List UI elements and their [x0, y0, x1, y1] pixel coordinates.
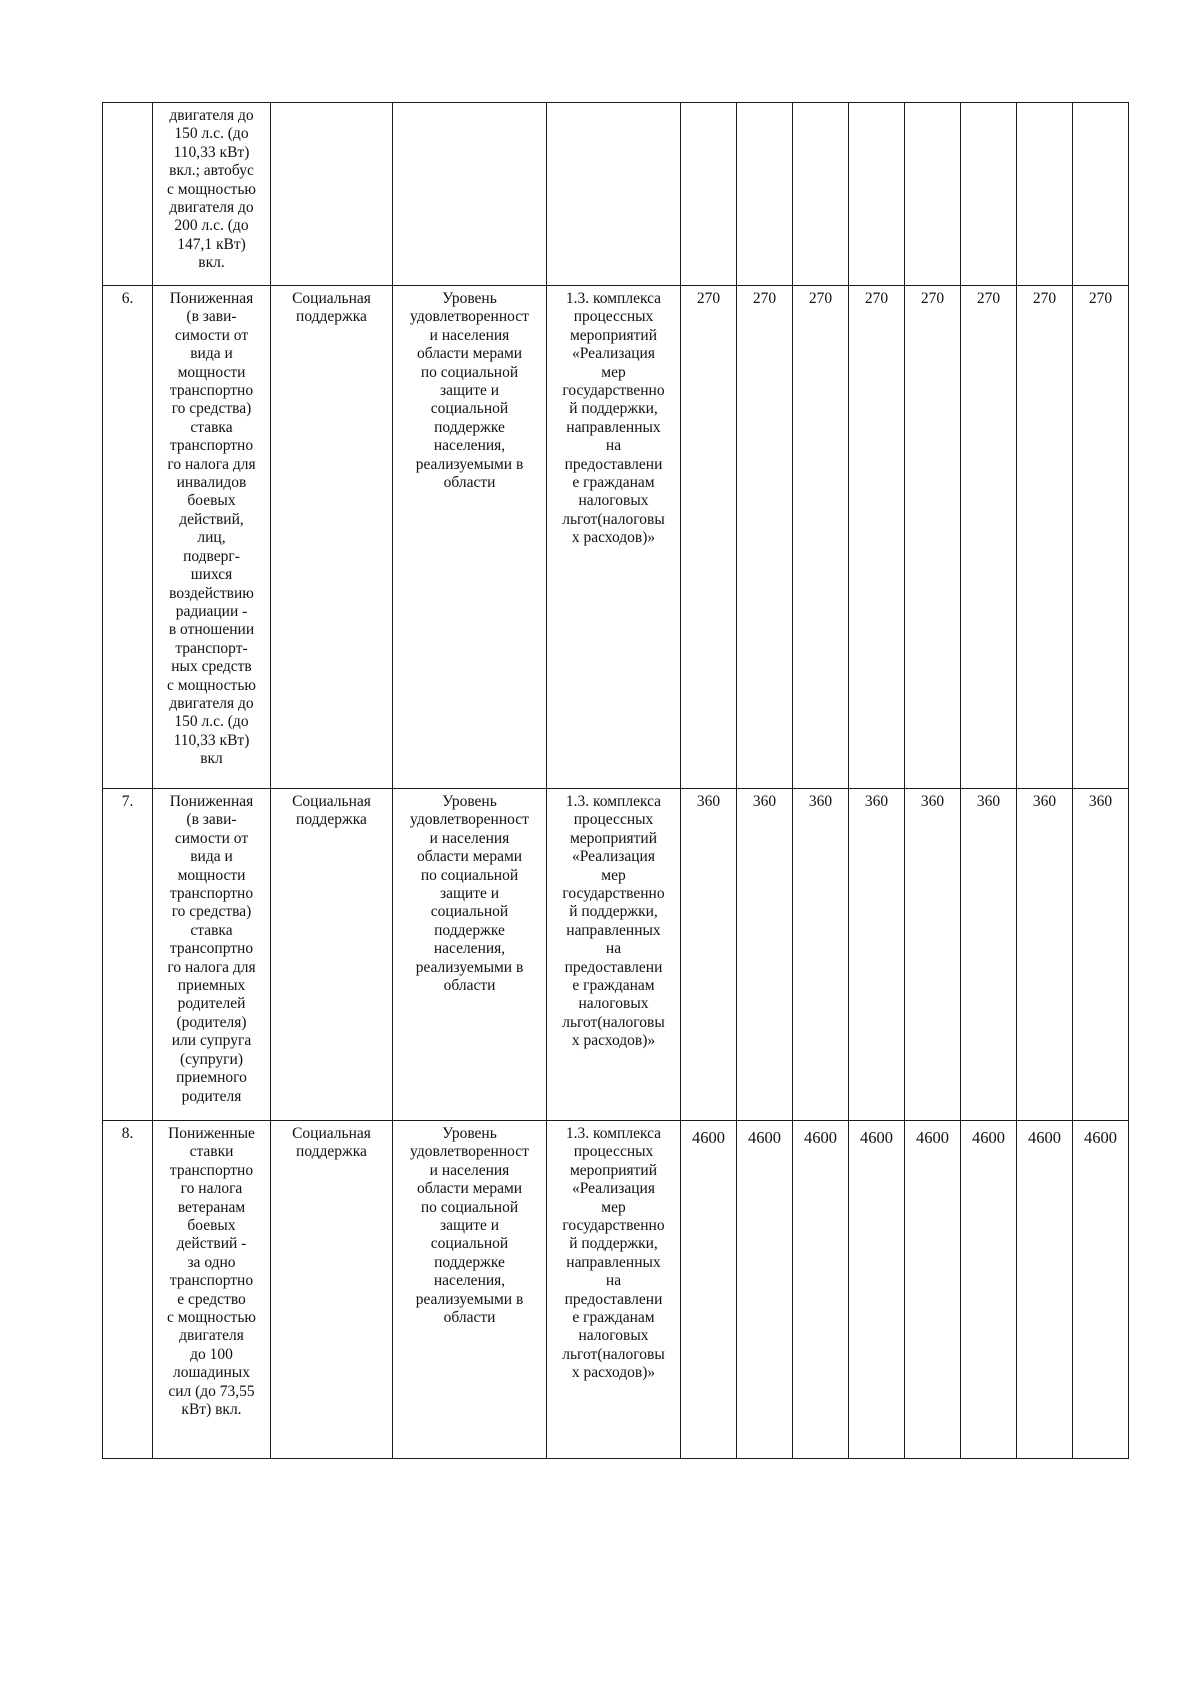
value-cell: [1017, 103, 1073, 286]
text-line: радиации -: [175, 602, 248, 620]
text-line: поддержке: [434, 418, 505, 436]
value-cell: 360: [961, 789, 1017, 1121]
program: [547, 789, 681, 1121]
text-line: с мощностью: [167, 1309, 256, 1327]
value-cell: 4600: [961, 1121, 1017, 1459]
text-line: налоговых: [578, 1327, 649, 1345]
text-line: 1.3. комплекса: [565, 793, 662, 810]
text-line: го средства): [171, 400, 252, 418]
text-line: с мощностью: [167, 180, 256, 198]
value-cell: 270: [793, 286, 849, 789]
text-line: по социальной: [420, 866, 519, 884]
text-line: ветеранам: [177, 1198, 246, 1216]
text-line: льгот(налоговы: [562, 1345, 665, 1363]
text-line: е средство: [177, 1290, 246, 1308]
text-line: 200 л.с. (до: [174, 217, 249, 235]
text-line: 110,33 кВт): [173, 143, 250, 161]
text-line: на: [605, 437, 622, 455]
text-line: 150 л.с. (до: [174, 713, 249, 731]
text-line: лиц,: [197, 529, 226, 547]
text-line: приемных: [177, 977, 246, 995]
text-line: в отношении: [168, 621, 255, 639]
text-line: населения,: [433, 940, 506, 958]
text-line: защите и: [439, 1217, 500, 1235]
text-line: льгот(налоговы: [562, 1013, 665, 1031]
value-cell: 360: [793, 789, 849, 1121]
text-line: реализуемыми в: [415, 455, 524, 473]
text-line: мер: [601, 866, 626, 884]
text-line: ных средств: [171, 658, 252, 676]
text-line: двигателя до: [169, 199, 254, 217]
text-line: боевых: [187, 492, 236, 510]
text-line: действий -: [176, 1235, 247, 1253]
text-line: й поддержки,: [569, 400, 658, 418]
value-cell: [849, 103, 905, 286]
value-cell: 360: [737, 789, 793, 1121]
text-line: симости от: [174, 829, 249, 847]
text-line: направленных: [566, 418, 661, 436]
text-line: государственно: [562, 382, 665, 400]
text-line: (в зави-: [186, 308, 237, 326]
text-line: области мерами: [416, 848, 523, 866]
text-line: и населения: [429, 1161, 510, 1179]
row-number: 8.: [103, 1121, 153, 1459]
benefit-name: [153, 286, 271, 789]
text-line: мероприятий: [569, 829, 658, 847]
text-line: (супруги): [180, 1050, 243, 1068]
text-line: шихся: [190, 566, 233, 584]
value-cell: 360: [905, 789, 961, 1121]
text-line: населения,: [433, 437, 506, 455]
text-line: действий,: [179, 510, 244, 528]
text-line: «Реализация: [571, 345, 655, 363]
value-cell: 270: [681, 286, 737, 789]
text-line: й поддержки,: [569, 1235, 658, 1253]
text-line: и населения: [429, 326, 510, 344]
text-line: го средства): [171, 903, 252, 921]
text-line: транспортно: [169, 1272, 254, 1290]
text-line: транспортно: [169, 885, 254, 903]
value-cell: 270: [737, 286, 793, 789]
value-cell: 4600: [681, 1121, 737, 1459]
text-line: вкл.; автобус: [169, 162, 254, 180]
row-number: [103, 103, 153, 286]
benefit-name: [153, 789, 271, 1121]
value-cell: [737, 103, 793, 286]
text-line: двигателя до: [169, 107, 254, 124]
text-line: 1.3. комплекса: [565, 290, 662, 307]
table-row: [103, 103, 1129, 286]
value-cell: 270: [905, 286, 961, 789]
text-line: области: [443, 474, 496, 492]
text-line: предоставлени: [564, 1290, 663, 1308]
text-line: направленных: [566, 921, 661, 939]
text-line: го налога для: [167, 455, 256, 473]
benefit-name: [153, 1121, 271, 1459]
value-cell: [1073, 103, 1129, 286]
text-line: ставка: [190, 921, 233, 939]
indicator: [393, 1121, 547, 1459]
text-line: «Реализация: [571, 848, 655, 866]
text-line: 110,33 кВт): [173, 731, 250, 749]
text-line: двигателя до: [169, 694, 254, 712]
value-cell: 4600: [1073, 1121, 1129, 1459]
value-cell: 270: [849, 286, 905, 789]
text-line: Пониженная: [169, 793, 254, 810]
text-line: 147,1 кВт): [177, 235, 246, 253]
text-line: ставка: [190, 418, 233, 436]
text-line: 150 л.с. (до: [174, 125, 249, 143]
text-line: налоговых: [578, 995, 649, 1013]
row-number: 6.: [103, 286, 153, 789]
text-line: и населения: [429, 829, 510, 847]
text-line: реализуемыми в: [415, 1290, 524, 1308]
text-line: мероприятий: [569, 1161, 658, 1179]
text-line: государственно: [562, 885, 665, 903]
value-cell: 360: [1017, 789, 1073, 1121]
text-line: социальной: [430, 903, 509, 921]
text-line: воздействию: [169, 584, 254, 602]
value-cell: 270: [1017, 286, 1073, 789]
table-row: [103, 1121, 1129, 1459]
text-line: удовлетворенност: [410, 308, 529, 326]
text-line: предоставлени: [564, 958, 663, 976]
row-number: 7.: [103, 789, 153, 1121]
tax-benefits-table: [102, 102, 1129, 1459]
text-line: (родителя): [176, 1013, 247, 1031]
text-line: мер: [601, 363, 626, 381]
text-line: мероприятий: [569, 326, 658, 344]
text-line: транспорт-: [175, 639, 248, 657]
text-line: е гражданам: [572, 474, 655, 492]
text-line: льгот(налоговы: [562, 510, 665, 528]
text-line: подверг-: [183, 547, 240, 565]
value-cell: 4600: [905, 1121, 961, 1459]
value-cell: 4600: [849, 1121, 905, 1459]
text-line: го налога: [180, 1180, 243, 1198]
indicator: [393, 789, 547, 1121]
text-line: х расходов)»: [571, 1032, 656, 1050]
text-line: налоговых: [578, 492, 649, 510]
text-line: поддержке: [434, 1253, 505, 1271]
text-line: кВт) вкл.: [181, 1401, 242, 1419]
text-line: области мерами: [416, 1180, 523, 1198]
text-line: сил (до 73,55: [168, 1382, 255, 1400]
text-line: по социальной: [420, 363, 519, 381]
value-cell: 4600: [1017, 1121, 1073, 1459]
text-line: государственно: [562, 1217, 665, 1235]
text-line: инвалидов: [176, 474, 247, 492]
text-line: за одно: [187, 1253, 236, 1271]
text-line: с мощностью: [167, 676, 256, 694]
text-line: населения,: [433, 1272, 506, 1290]
text-line: «Реализация: [571, 1180, 655, 1198]
text-line: до 100: [190, 1345, 233, 1363]
benefit-goal: Социальная поддержка: [271, 1121, 393, 1459]
value-cell: [681, 103, 737, 286]
text-line: вида и: [190, 848, 233, 866]
program: [547, 1121, 681, 1459]
text-line: области: [443, 977, 496, 995]
text-line: мер: [601, 1198, 626, 1216]
text-line: процессных: [573, 308, 654, 326]
program: [547, 103, 681, 286]
text-line: вида и: [190, 345, 233, 363]
text-line: реализуемыми в: [415, 958, 524, 976]
benefit-goal: Социальная поддержка: [271, 789, 393, 1121]
value-cell: [905, 103, 961, 286]
value-cell: [961, 103, 1017, 286]
indicator: [393, 286, 547, 789]
text-line: приемного: [176, 1069, 247, 1087]
text-line: социальной: [430, 1235, 509, 1253]
text-line: ставки: [189, 1143, 234, 1161]
table-row: [103, 789, 1129, 1121]
text-line: области: [443, 1309, 496, 1327]
benefit-goal: [271, 103, 393, 286]
text-line: мощности: [177, 363, 246, 381]
text-line: Уровень: [442, 290, 497, 307]
text-line: родителя: [181, 1087, 242, 1105]
text-line: удовлетворенност: [410, 811, 529, 829]
text-line: х расходов)»: [571, 529, 656, 547]
text-line: боевых: [187, 1217, 236, 1235]
text-line: мощности: [177, 866, 246, 884]
text-line: вкл.: [198, 254, 225, 272]
text-line: процессных: [573, 1143, 654, 1161]
value-cell: [793, 103, 849, 286]
text-line: Пониженная: [169, 290, 254, 307]
text-line: Уровень: [442, 793, 497, 810]
text-line: на: [605, 940, 622, 958]
text-line: или супруга: [171, 1032, 252, 1050]
text-line: транспортно: [169, 437, 254, 455]
text-line: поддержке: [434, 921, 505, 939]
value-cell: 270: [961, 286, 1017, 789]
text-line: е гражданам: [572, 977, 655, 995]
text-line: (в зави-: [186, 811, 237, 829]
benefit-goal: Социальная поддержка: [271, 286, 393, 789]
text-line: лошадиных: [173, 1364, 250, 1382]
value-cell: 4600: [737, 1121, 793, 1459]
text-line: й поддержки,: [569, 903, 658, 921]
text-line: е гражданам: [572, 1309, 655, 1327]
text-line: процессных: [573, 811, 654, 829]
text-line: транспортно: [169, 1161, 254, 1179]
text-line: направленных: [566, 1253, 661, 1271]
text-line: трансопртно: [169, 940, 254, 958]
text-line: на: [605, 1272, 622, 1290]
value-cell: 360: [849, 789, 905, 1121]
benefit-name: [153, 103, 271, 286]
value-cell: 360: [681, 789, 737, 1121]
text-line: го налога для: [167, 958, 256, 976]
value-cell: 360: [1073, 789, 1129, 1121]
text-line: симости от: [174, 326, 249, 344]
text-line: защите и: [439, 382, 500, 400]
text-line: 1.3. комплекса: [565, 1125, 662, 1142]
text-line: транспортно: [169, 382, 254, 400]
text-line: удовлетворенност: [410, 1143, 529, 1161]
text-line: предоставлени: [564, 455, 663, 473]
program: [547, 286, 681, 789]
text-line: защите и: [439, 885, 500, 903]
text-line: области мерами: [416, 345, 523, 363]
text-line: Уровень: [442, 1125, 497, 1142]
text-line: Пониженные: [168, 1125, 255, 1142]
text-line: по социальной: [420, 1198, 519, 1216]
indicator: [393, 103, 547, 286]
text-line: двигателя: [179, 1327, 244, 1345]
text-line: родителей: [177, 995, 246, 1013]
value-cell: 270: [1073, 286, 1129, 789]
text-line: вкл: [200, 750, 223, 768]
text-line: х расходов)»: [571, 1364, 656, 1382]
table-row: [103, 286, 1129, 789]
text-line: социальной: [430, 400, 509, 418]
value-cell: 4600: [793, 1121, 849, 1459]
